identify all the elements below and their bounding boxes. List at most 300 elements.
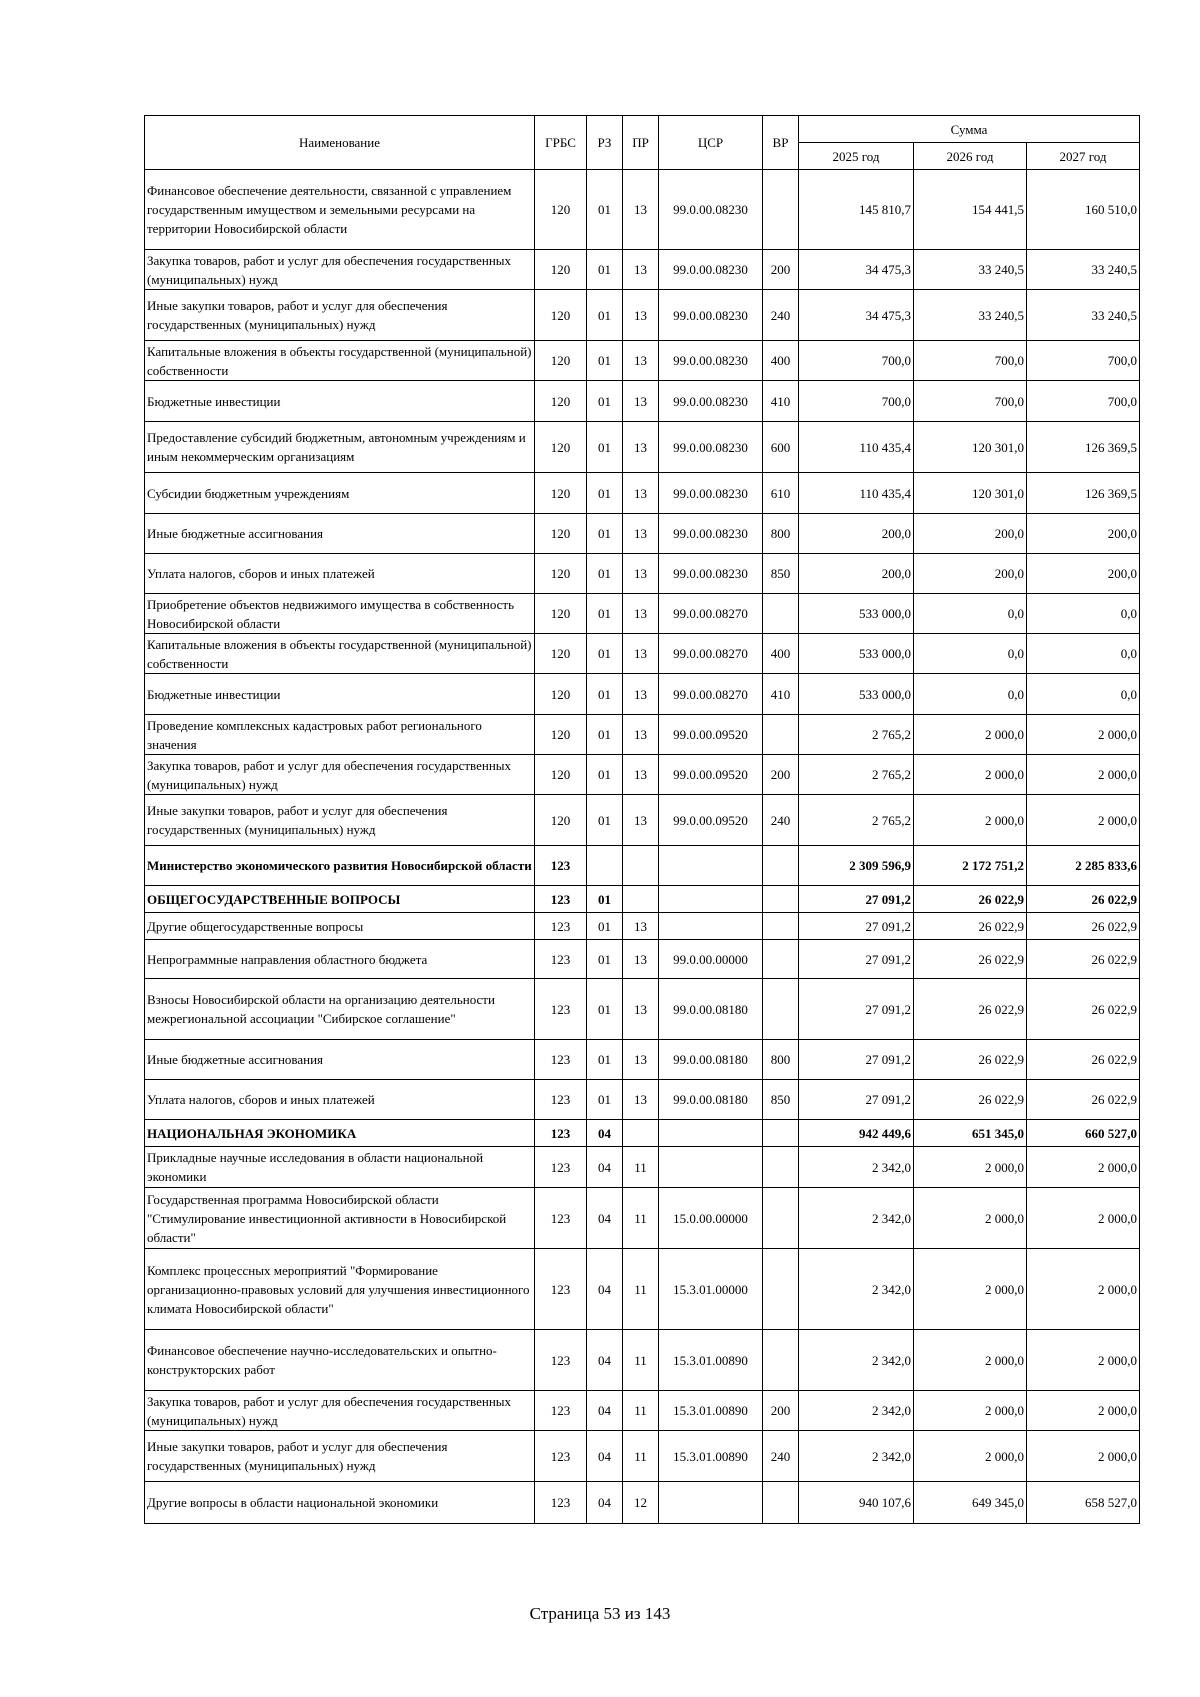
row-name: Закупка товаров, работ и услуг для обеспечения государственных (муниципальных) нужд (145, 1391, 535, 1431)
row-rz: 04 (587, 1431, 623, 1482)
row-name: Субсидии бюджетным учреждениям (145, 473, 535, 514)
row-amount-2027: 26 022,9 (1027, 1080, 1140, 1120)
row-name: Иные бюджетные ассигнования (145, 514, 535, 554)
row-vr: 800 (763, 1040, 799, 1080)
row-vr (763, 913, 799, 940)
row-vr: 410 (763, 381, 799, 422)
row-name: Капитальные вложения в объекты государственной (муниципальной) собственности (145, 634, 535, 674)
row-rz: 01 (587, 341, 623, 381)
row-pr: 13 (623, 554, 659, 594)
row-rz: 04 (587, 1147, 623, 1188)
row-rz: 01 (587, 514, 623, 554)
row-vr: 200 (763, 755, 799, 795)
row-vr (763, 979, 799, 1040)
row-rz: 04 (587, 1482, 623, 1524)
row-vr: 850 (763, 1080, 799, 1120)
row-amount-2026: 33 240,5 (914, 290, 1027, 341)
row-pr: 13 (623, 473, 659, 514)
row-pr: 11 (623, 1330, 659, 1391)
row-amount-2025: 34 475,3 (799, 250, 914, 290)
row-amount-2027: 2 000,0 (1027, 795, 1140, 846)
row-amount-2027: 26 022,9 (1027, 913, 1140, 940)
row-amount-2025: 145 810,7 (799, 170, 914, 250)
row-amount-2027: 26 022,9 (1027, 886, 1140, 913)
row-vr: 850 (763, 554, 799, 594)
row-grbs: 120 (535, 674, 587, 715)
row-csr: 99.0.00.08230 (659, 473, 763, 514)
row-vr: 400 (763, 634, 799, 674)
row-pr: 13 (623, 979, 659, 1040)
row-pr: 11 (623, 1188, 659, 1249)
row-rz: 01 (587, 170, 623, 250)
row-grbs: 123 (535, 1431, 587, 1482)
row-amount-2025: 533 000,0 (799, 674, 914, 715)
row-amount-2027: 2 000,0 (1027, 755, 1140, 795)
row-amount-2026: 120 301,0 (914, 422, 1027, 473)
table-row (145, 795, 1140, 846)
row-amount-2027: 700,0 (1027, 341, 1140, 381)
row-vr (763, 715, 799, 755)
row-rz: 04 (587, 1249, 623, 1330)
row-grbs: 120 (535, 422, 587, 473)
row-grbs: 123 (535, 1249, 587, 1330)
row-csr: 99.0.00.08230 (659, 170, 763, 250)
header-year-2025: 2025 год (799, 143, 914, 170)
row-amount-2025: 27 091,2 (799, 940, 914, 979)
row-csr: 99.0.00.08230 (659, 422, 763, 473)
row-amount-2026: 26 022,9 (914, 886, 1027, 913)
row-name: Взносы Новосибирской области на организацию деятельности межрегиональной ассоциации "Сибирское соглашение" (145, 979, 535, 1040)
row-csr: 99.0.00.08270 (659, 674, 763, 715)
row-amount-2026: 2 000,0 (914, 1147, 1027, 1188)
row-pr: 11 (623, 1431, 659, 1482)
row-csr: 15.3.01.00000 (659, 1249, 763, 1330)
row-rz: 01 (587, 554, 623, 594)
row-name: Государственная программа Новосибирской области "Стимулирование инвестиционной активности в Новосибирской области" (145, 1188, 535, 1249)
row-csr: 15.3.01.00890 (659, 1431, 763, 1482)
row-name: Приобретение объектов недвижимого имущества в собственность Новосибирской области (145, 594, 535, 634)
row-vr: 800 (763, 514, 799, 554)
row-rz: 01 (587, 795, 623, 846)
row-csr: 15.0.00.00000 (659, 1188, 763, 1249)
row-name: Финансовое обеспечение деятельности, связанной с управлением государственным имуществом и земельными ресурсами на территории Новосибирской области (145, 170, 535, 250)
row-rz: 01 (587, 1040, 623, 1080)
row-amount-2026: 26 022,9 (914, 913, 1027, 940)
row-name: Министерство экономического развития Новосибирской области (145, 846, 535, 886)
row-grbs: 123 (535, 1080, 587, 1120)
row-grbs: 120 (535, 170, 587, 250)
row-name: Проведение комплексных кадастровых работ регионального значения (145, 715, 535, 755)
row-amount-2027: 200,0 (1027, 514, 1140, 554)
row-amount-2025: 27 091,2 (799, 979, 914, 1040)
row-grbs: 120 (535, 290, 587, 341)
row-name: Непрограммные направления областного бюджета (145, 940, 535, 979)
row-amount-2025: 2 342,0 (799, 1249, 914, 1330)
row-pr: 13 (623, 634, 659, 674)
row-name: Иные закупки товаров, работ и услуг для обеспечения государственных (муниципальных) нужд (145, 1431, 535, 1482)
row-name: Финансовое обеспечение научно-исследовательских и опытно-конструкторских работ (145, 1330, 535, 1391)
row-amount-2027: 2 000,0 (1027, 1249, 1140, 1330)
row-grbs: 120 (535, 473, 587, 514)
row-amount-2026: 2 000,0 (914, 1188, 1027, 1249)
table-row (145, 1482, 1140, 1524)
row-grbs: 123 (535, 1120, 587, 1147)
row-amount-2026: 0,0 (914, 634, 1027, 674)
row-vr (763, 886, 799, 913)
row-grbs: 123 (535, 979, 587, 1040)
row-amount-2025: 700,0 (799, 381, 914, 422)
row-vr: 610 (763, 473, 799, 514)
row-rz: 04 (587, 1391, 623, 1431)
row-amount-2027: 2 000,0 (1027, 715, 1140, 755)
row-grbs: 123 (535, 846, 587, 886)
page-number: Страница 53 из 143 (529, 1604, 671, 1623)
table-row (145, 473, 1140, 514)
table-row (145, 755, 1140, 795)
row-rz: 01 (587, 940, 623, 979)
row-grbs: 123 (535, 1482, 587, 1524)
row-amount-2026: 651 345,0 (914, 1120, 1027, 1147)
row-rz: 01 (587, 913, 623, 940)
row-amount-2027: 658 527,0 (1027, 1482, 1140, 1524)
row-rz: 04 (587, 1120, 623, 1147)
row-amount-2026: 700,0 (914, 381, 1027, 422)
row-pr: 13 (623, 913, 659, 940)
row-amount-2026: 0,0 (914, 594, 1027, 634)
row-pr: 13 (623, 940, 659, 979)
table-row (145, 634, 1140, 674)
row-amount-2026: 33 240,5 (914, 250, 1027, 290)
table-row (145, 1147, 1140, 1188)
table-row (145, 674, 1140, 715)
row-amount-2027: 160 510,0 (1027, 170, 1140, 250)
row-grbs: 120 (535, 755, 587, 795)
row-name: Комплекс процессных мероприятий "Формирование организационно-правовых условий для улучшения инвестиционного климата Новосибирской области" (145, 1249, 535, 1330)
table-row (145, 514, 1140, 554)
row-name: Иные закупки товаров, работ и услуг для обеспечения государственных (муниципальных) нужд (145, 290, 535, 341)
row-amount-2025: 2 342,0 (799, 1147, 914, 1188)
header-sum: Сумма (799, 116, 1140, 143)
row-grbs: 123 (535, 940, 587, 979)
row-vr (763, 170, 799, 250)
row-pr: 13 (623, 290, 659, 341)
row-amount-2025: 27 091,2 (799, 1040, 914, 1080)
row-amount-2025: 2 342,0 (799, 1188, 914, 1249)
row-grbs: 120 (535, 381, 587, 422)
row-csr: 15.3.01.00890 (659, 1330, 763, 1391)
row-rz: 01 (587, 381, 623, 422)
row-name: Бюджетные инвестиции (145, 674, 535, 715)
header-year-2027: 2027 год (1027, 143, 1140, 170)
row-name: Закупка товаров, работ и услуг для обеспечения государственных (муниципальных) нужд (145, 250, 535, 290)
row-vr: 410 (763, 674, 799, 715)
row-amount-2025: 27 091,2 (799, 886, 914, 913)
table-row (145, 1391, 1140, 1431)
row-vr: 400 (763, 341, 799, 381)
table-row (145, 290, 1140, 341)
budget-table (144, 115, 1140, 1524)
table-row (145, 250, 1140, 290)
row-amount-2027: 26 022,9 (1027, 1040, 1140, 1080)
row-grbs: 123 (535, 886, 587, 913)
row-amount-2025: 2 765,2 (799, 755, 914, 795)
row-pr: 13 (623, 795, 659, 846)
row-grbs: 120 (535, 250, 587, 290)
row-pr: 12 (623, 1482, 659, 1524)
row-grbs: 120 (535, 554, 587, 594)
row-vr: 600 (763, 422, 799, 473)
row-csr (659, 1147, 763, 1188)
row-pr: 13 (623, 755, 659, 795)
row-amount-2027: 33 240,5 (1027, 250, 1140, 290)
table-row (145, 1080, 1140, 1120)
row-pr: 13 (623, 341, 659, 381)
row-csr: 99.0.00.09520 (659, 755, 763, 795)
row-name: Иные бюджетные ассигнования (145, 1040, 535, 1080)
row-csr: 99.0.00.08180 (659, 1040, 763, 1080)
row-vr: 200 (763, 1391, 799, 1431)
table-row (145, 381, 1140, 422)
row-amount-2025: 2 309 596,9 (799, 846, 914, 886)
row-rz: 04 (587, 1188, 623, 1249)
row-amount-2027: 2 000,0 (1027, 1147, 1140, 1188)
row-amount-2026: 26 022,9 (914, 1040, 1027, 1080)
row-amount-2027: 2 285 833,6 (1027, 846, 1140, 886)
table-row (145, 1330, 1140, 1391)
table-row (145, 1249, 1140, 1330)
row-rz: 01 (587, 250, 623, 290)
table-row (145, 1120, 1140, 1147)
row-grbs: 120 (535, 795, 587, 846)
row-amount-2025: 2 342,0 (799, 1391, 914, 1431)
row-amount-2027: 33 240,5 (1027, 290, 1140, 341)
row-pr: 13 (623, 250, 659, 290)
row-name: Закупка товаров, работ и услуг для обеспечения государственных (муниципальных) нужд (145, 755, 535, 795)
row-csr (659, 846, 763, 886)
row-amount-2025: 34 475,3 (799, 290, 914, 341)
row-vr (763, 1330, 799, 1391)
row-amount-2025: 2 342,0 (799, 1431, 914, 1482)
row-csr (659, 1482, 763, 1524)
row-csr: 99.0.00.08230 (659, 381, 763, 422)
row-name: Иные закупки товаров, работ и услуг для обеспечения государственных (муниципальных) нужд (145, 795, 535, 846)
row-amount-2027: 26 022,9 (1027, 979, 1140, 1040)
row-amount-2026: 649 345,0 (914, 1482, 1027, 1524)
row-amount-2026: 2 000,0 (914, 755, 1027, 795)
row-pr: 13 (623, 170, 659, 250)
header-vr: ВР (763, 116, 799, 170)
row-amount-2027: 2 000,0 (1027, 1330, 1140, 1391)
row-amount-2025: 110 435,4 (799, 473, 914, 514)
row-vr (763, 1482, 799, 1524)
row-pr: 13 (623, 422, 659, 473)
table-row (145, 715, 1140, 755)
row-csr (659, 1120, 763, 1147)
row-pr (623, 846, 659, 886)
row-rz: 01 (587, 594, 623, 634)
row-csr: 99.0.00.00000 (659, 940, 763, 979)
row-amount-2026: 200,0 (914, 554, 1027, 594)
header-csr: ЦСР (659, 116, 763, 170)
row-vr: 200 (763, 250, 799, 290)
row-amount-2026: 2 000,0 (914, 1249, 1027, 1330)
row-amount-2026: 2 000,0 (914, 1391, 1027, 1431)
row-vr (763, 1249, 799, 1330)
row-csr: 15.3.01.00890 (659, 1391, 763, 1431)
row-csr (659, 886, 763, 913)
row-csr: 99.0.00.08270 (659, 634, 763, 674)
row-name: Уплата налогов, сборов и иных платежей (145, 1080, 535, 1120)
row-amount-2025: 27 091,2 (799, 913, 914, 940)
row-amount-2025: 2 765,2 (799, 715, 914, 755)
row-grbs: 120 (535, 341, 587, 381)
row-name: Бюджетные инвестиции (145, 381, 535, 422)
row-rz: 01 (587, 422, 623, 473)
row-amount-2026: 200,0 (914, 514, 1027, 554)
table-body (145, 170, 1140, 1524)
row-grbs: 120 (535, 594, 587, 634)
row-rz: 01 (587, 715, 623, 755)
row-grbs: 120 (535, 634, 587, 674)
row-csr: 99.0.00.08230 (659, 514, 763, 554)
row-pr: 13 (623, 514, 659, 554)
row-rz: 01 (587, 290, 623, 341)
row-pr (623, 886, 659, 913)
header-pr: ПР (623, 116, 659, 170)
table-row (145, 846, 1140, 886)
row-name: НАЦИОНАЛЬНАЯ ЭКОНОМИКА (145, 1120, 535, 1147)
row-name: ОБЩЕГОСУДАРСТВЕННЫЕ ВОПРОСЫ (145, 886, 535, 913)
row-pr: 11 (623, 1391, 659, 1431)
row-grbs: 123 (535, 913, 587, 940)
row-csr: 99.0.00.08180 (659, 1080, 763, 1120)
row-vr (763, 940, 799, 979)
row-grbs: 123 (535, 1188, 587, 1249)
table-row (145, 341, 1140, 381)
row-vr: 240 (763, 1431, 799, 1482)
row-rz: 04 (587, 1330, 623, 1391)
row-amount-2026: 26 022,9 (914, 940, 1027, 979)
row-pr: 13 (623, 594, 659, 634)
row-pr: 13 (623, 381, 659, 422)
row-csr: 99.0.00.08180 (659, 979, 763, 1040)
row-vr (763, 846, 799, 886)
row-amount-2026: 2 000,0 (914, 1330, 1027, 1391)
row-amount-2027: 2 000,0 (1027, 1391, 1140, 1431)
row-amount-2027: 2 000,0 (1027, 1188, 1140, 1249)
row-name: Другие вопросы в области национальной экономики (145, 1482, 535, 1524)
row-amount-2027: 0,0 (1027, 674, 1140, 715)
row-amount-2025: 200,0 (799, 554, 914, 594)
table-row (145, 170, 1140, 250)
row-rz: 01 (587, 886, 623, 913)
table-row (145, 913, 1140, 940)
row-vr: 240 (763, 795, 799, 846)
row-rz: 01 (587, 755, 623, 795)
row-pr: 11 (623, 1249, 659, 1330)
row-rz (587, 846, 623, 886)
row-csr: 99.0.00.08270 (659, 594, 763, 634)
row-amount-2026: 120 301,0 (914, 473, 1027, 514)
row-amount-2026: 700,0 (914, 341, 1027, 381)
table-row (145, 1040, 1140, 1080)
row-vr (763, 594, 799, 634)
row-amount-2027: 200,0 (1027, 554, 1140, 594)
row-amount-2025: 110 435,4 (799, 422, 914, 473)
row-vr (763, 1147, 799, 1188)
row-amount-2025: 2 342,0 (799, 1330, 914, 1391)
table-row (145, 886, 1140, 913)
row-amount-2026: 26 022,9 (914, 979, 1027, 1040)
row-amount-2026: 2 000,0 (914, 795, 1027, 846)
row-amount-2026: 2 000,0 (914, 1431, 1027, 1482)
row-grbs: 123 (535, 1147, 587, 1188)
row-vr (763, 1120, 799, 1147)
row-csr: 99.0.00.08230 (659, 341, 763, 381)
row-name: Прикладные научные исследования в области национальной экономики (145, 1147, 535, 1188)
row-grbs: 120 (535, 514, 587, 554)
row-amount-2027: 0,0 (1027, 634, 1140, 674)
row-rz: 01 (587, 1080, 623, 1120)
row-rz: 01 (587, 634, 623, 674)
row-amount-2026: 154 441,5 (914, 170, 1027, 250)
header-grbs: ГРБС (535, 116, 587, 170)
row-amount-2027: 2 000,0 (1027, 1431, 1140, 1482)
header-name: Наименование (145, 116, 535, 170)
row-amount-2027: 26 022,9 (1027, 940, 1140, 979)
row-amount-2025: 940 107,6 (799, 1482, 914, 1524)
row-pr: 11 (623, 1147, 659, 1188)
row-pr (623, 1120, 659, 1147)
row-amount-2025: 533 000,0 (799, 634, 914, 674)
row-amount-2027: 126 369,5 (1027, 473, 1140, 514)
row-pr: 13 (623, 715, 659, 755)
row-name: Другие общегосударственные вопросы (145, 913, 535, 940)
row-amount-2025: 700,0 (799, 341, 914, 381)
row-amount-2025: 200,0 (799, 514, 914, 554)
table-row (145, 940, 1140, 979)
row-pr: 13 (623, 674, 659, 715)
row-amount-2026: 2 000,0 (914, 715, 1027, 755)
table-row (145, 1431, 1140, 1482)
row-name: Предоставление субсидий бюджетным, автономным учреждениям и иным некоммерческим организациям (145, 422, 535, 473)
table-row (145, 554, 1140, 594)
row-csr: 99.0.00.08230 (659, 290, 763, 341)
table-row (145, 422, 1140, 473)
row-amount-2027: 0,0 (1027, 594, 1140, 634)
row-vr: 240 (763, 290, 799, 341)
row-pr: 13 (623, 1080, 659, 1120)
row-amount-2025: 533 000,0 (799, 594, 914, 634)
row-pr: 13 (623, 1040, 659, 1080)
table-row (145, 594, 1140, 634)
row-amount-2025: 2 765,2 (799, 795, 914, 846)
row-grbs: 120 (535, 715, 587, 755)
row-csr (659, 913, 763, 940)
row-amount-2026: 26 022,9 (914, 1080, 1027, 1120)
row-csr: 99.0.00.08230 (659, 554, 763, 594)
row-grbs: 123 (535, 1391, 587, 1431)
row-csr: 99.0.00.08230 (659, 250, 763, 290)
row-rz: 01 (587, 674, 623, 715)
row-name: Капитальные вложения в объекты государственной (муниципальной) собственности (145, 341, 535, 381)
row-rz: 01 (587, 979, 623, 1040)
row-amount-2026: 2 172 751,2 (914, 846, 1027, 886)
row-csr: 99.0.00.09520 (659, 715, 763, 755)
row-grbs: 123 (535, 1040, 587, 1080)
row-amount-2025: 27 091,2 (799, 1080, 914, 1120)
row-vr (763, 1188, 799, 1249)
